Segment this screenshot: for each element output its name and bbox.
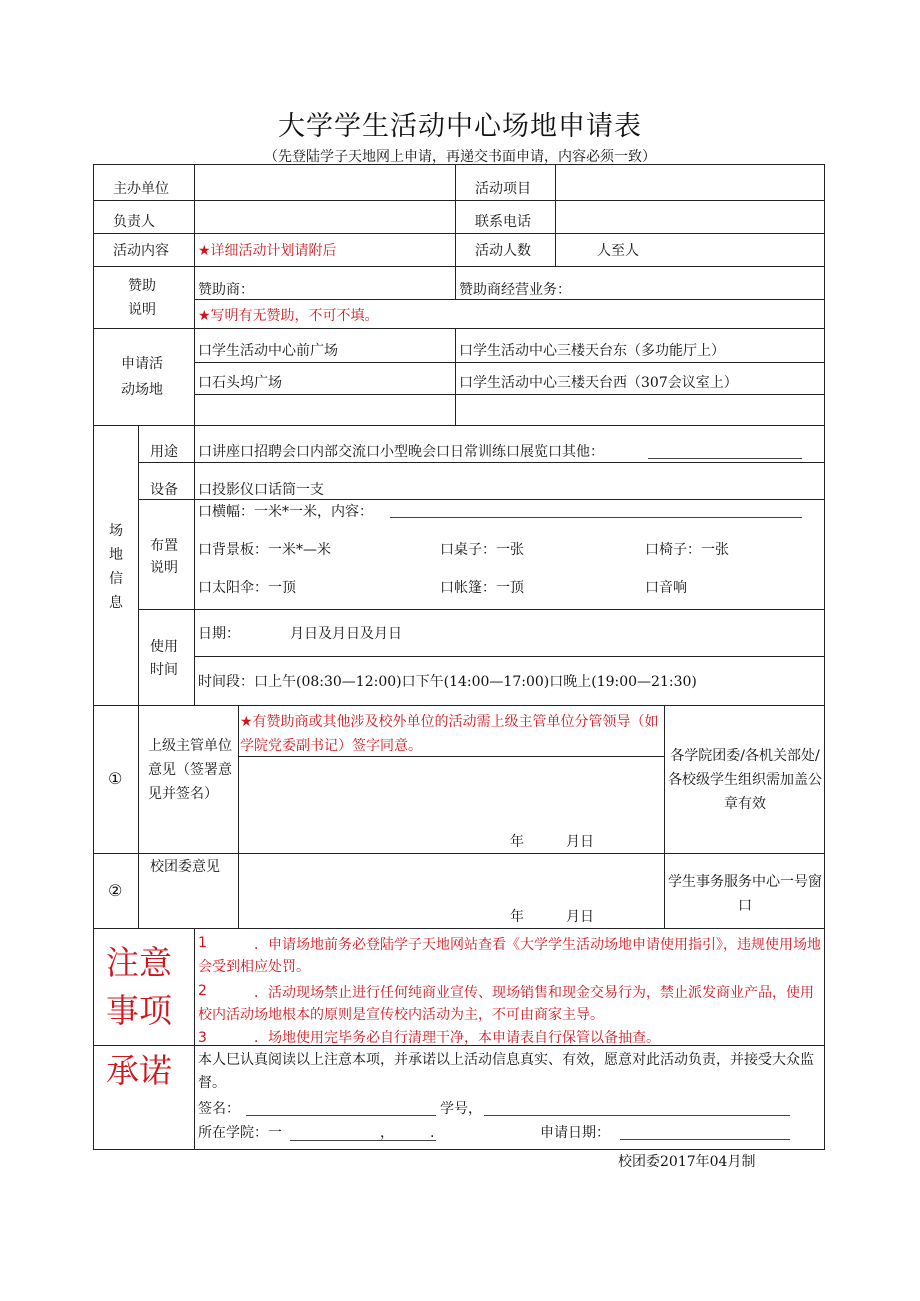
notice-item-3: ．场地使用完毕务必自行清理干净，本申请表自行保管以备抽查。: [254, 1030, 660, 1046]
student-id-label: 学号，: [440, 1101, 482, 1117]
youth-league-opinion-field[interactable]: [240, 855, 662, 927]
organizer-field[interactable]: [196, 166, 454, 199]
notice-label-2: 事项: [106, 991, 172, 1030]
date-value[interactable]: 月日及月日及月日: [290, 626, 402, 642]
footer-note: 校团委2017年04月制: [618, 1154, 756, 1170]
sponsor-business-label: 赞助商经营业务：: [459, 282, 571, 298]
college-field[interactable]: [290, 1123, 436, 1141]
time-label-2: 时间: [150, 662, 178, 678]
leader-field[interactable]: [196, 202, 454, 232]
approval-number-1: ①: [108, 769, 123, 788]
college-label: 所在学院：一: [198, 1125, 282, 1141]
venue-option-shitouwu[interactable]: 口石头坞广场: [198, 375, 282, 391]
youth-right-note: 学生事务服务中心一号窗口: [668, 874, 822, 914]
superior-month-day: 月日: [566, 834, 594, 850]
superior-opinion-field[interactable]: [240, 758, 662, 852]
sponsor-label-2: 说明: [128, 302, 156, 318]
layout-label-1: 布置: [150, 538, 178, 554]
sponsor-label-1: 赞助: [128, 278, 156, 294]
superior-year: 年: [510, 834, 524, 850]
venue-label-1: 申请活: [121, 356, 163, 372]
info-label-char-1: 场: [109, 523, 123, 539]
count-value: 人至人: [597, 243, 639, 259]
college-end: .: [430, 1125, 435, 1141]
equipment-label: 设备: [150, 482, 178, 498]
project-label: 活动项目: [475, 181, 531, 197]
sign-label: 签名：: [198, 1101, 240, 1117]
phone-label: 联系电话: [475, 214, 531, 230]
college-separator: ，: [380, 1125, 394, 1141]
phone-field[interactable]: [557, 202, 823, 232]
info-label-char-2: 地: [109, 547, 123, 563]
usage-label: 用途: [150, 444, 178, 460]
content-label: 活动内容: [113, 243, 169, 259]
student-id-field[interactable]: [484, 1099, 790, 1116]
superior-opinion-note: ★有赞助商或其他涉及校外单位的活动需上级主管单位分管领导（如学院党委副书记）签字同意。: [240, 714, 659, 754]
equipment-options[interactable]: 口投影仪口话筒一支: [198, 482, 324, 498]
time-label-1: 使用: [150, 639, 178, 655]
sign-field[interactable]: [246, 1099, 436, 1116]
layout-umbrella[interactable]: 口太阳伞：一顶: [198, 580, 296, 596]
notice-item-1: ．申请场地前务必登陆学子天地网站查看《大学学生活动场地申请使用指引》，违规使用场地会受到相应处罚。: [198, 937, 821, 975]
leader-label: 负责人: [113, 214, 155, 230]
page-title: 大学学生活动中心场地申请表: [278, 111, 642, 142]
venue-label-2: 动场地: [121, 382, 163, 398]
usage-options[interactable]: 口讲座口招聘会口内部交流口小型晚会口日常训练口展览口其他：: [198, 444, 604, 460]
sponsor-note: ★写明有无赞助，不可不填。: [198, 308, 379, 324]
content-note: ★详细活动计划请附后: [198, 243, 337, 259]
superior-opinion-label: 上级主管单位意见（签署意见并签名）: [148, 738, 232, 802]
count-label: 活动人数: [475, 243, 531, 259]
layout-chair[interactable]: 口椅子：一张: [645, 542, 729, 558]
venue-option-front-square[interactable]: 口学生活动中心前广场: [198, 343, 338, 359]
notice-label-1: 注意: [106, 943, 172, 982]
youth-year: 年: [510, 909, 524, 925]
notice-item-2: ．活动现场禁止进行任何纯商业宣传、现场销售和现金交易行为，禁止派发商业产品，使用校内活动场地根本的原则是宣传校内活动为主，不可由商家主导。: [198, 985, 814, 1023]
layout-label-2: 说明: [150, 560, 178, 576]
layout-backdrop[interactable]: 口背景板：一米*—米: [198, 542, 331, 558]
layout-tent[interactable]: 口帐篷：一顶: [440, 580, 524, 596]
info-label-char-4: 息: [109, 595, 123, 611]
sponsor-name-label: 赞助商：: [198, 282, 254, 298]
apply-date-field[interactable]: [620, 1123, 790, 1140]
notice-item-1-number: 1: [198, 935, 207, 951]
venue-option-roof-west[interactable]: 口学生活动中心三楼天台西（307会议室上）: [459, 375, 738, 391]
layout-sound[interactable]: 口音响: [645, 580, 687, 596]
layout-table[interactable]: 口桌子：一张: [440, 542, 524, 558]
youth-league-opinion-label: 校团委意见: [150, 859, 220, 875]
pledge-label: 承诺: [106, 1051, 172, 1090]
notice-item-3-number: 3: [198, 1030, 207, 1046]
project-field[interactable]: [557, 166, 823, 199]
pledge-text: 本人巳认真阅读以上注意本项，并承诺以上活动信息真实、有效，愿意对此活动负责，并接受大众监督。: [198, 1052, 814, 1091]
time-period-options[interactable]: 时间段：口上午(08:30—12:00)口下午(14:00—17:00)口晚上(19:00—21:30): [198, 674, 697, 690]
date-label: 日期：: [198, 626, 240, 642]
superior-right-note: 各学院团委/各机关部处/各校级学生组织需加盖公章有效: [668, 748, 822, 812]
apply-date-label: 申请日期：: [540, 1125, 610, 1141]
venue-option-roof-east[interactable]: 口学生活动中心三楼天台东（多功能厅上）: [459, 343, 725, 359]
approval-number-2: ②: [108, 881, 123, 900]
notice-item-2-number: 2: [198, 983, 207, 999]
youth-month-day: 月日: [566, 909, 594, 925]
organizer-label: 主办单位: [113, 181, 169, 197]
page-subtitle: （先登陆学子天地网上申请，再递交书面申请，内容必须一致）: [264, 149, 656, 165]
info-label-char-3: 信: [109, 571, 123, 587]
layout-banner[interactable]: 口横幅：一米*一米，内容：: [198, 504, 373, 520]
